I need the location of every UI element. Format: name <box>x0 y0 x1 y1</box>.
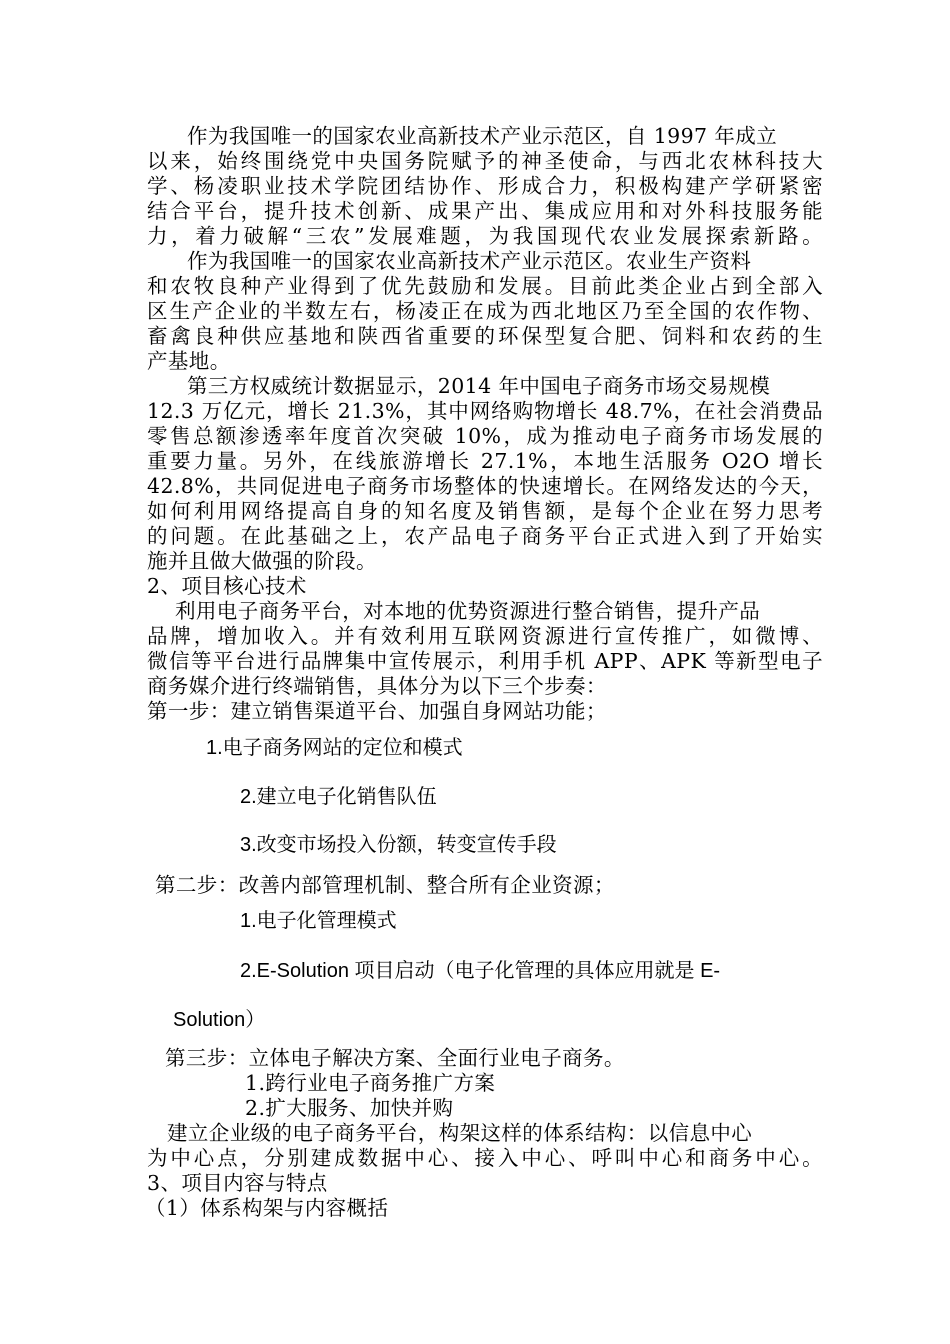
para2-line5: 产基地。 <box>147 349 231 373</box>
para2-line2: 和农牧良种产业得到了优先鼓励和发展。目前此类企业占到全部入 <box>147 274 823 298</box>
para1-line2: 以来，始终围绕党中央国务院赋予的神圣使命，与西北农林科技大 <box>147 149 823 173</box>
step2-item2-cont: Solution） <box>173 1009 266 1031</box>
section-heading-2: 2、项目核心技术 <box>147 574 307 598</box>
para3-line5: 42.8%，共同促进电子商务市场整体的快速增长。在网络发达的今天， <box>147 474 823 498</box>
step3-item1: 1.跨行业电子商务推广方案 <box>245 1071 496 1095</box>
section-heading-3: 3、项目内容与特点 <box>147 1171 328 1195</box>
para4-line4: 商务媒介进行终端销售，具体分为以下三个步奏： <box>147 674 607 698</box>
para5-line1: 建立企业级的电子商务平台，构架这样的体系结构：以信息中心 <box>167 1121 753 1145</box>
step3-heading: 第三步：立体电子解决方案、全面行业电子商务。 <box>165 1046 625 1070</box>
para3-line6: 如何利用网络提高自身的知名度及销售额，是每个企业在努力思考 <box>147 499 823 523</box>
step2-item2: 2.E-Solution 项目启动（电子化管理的具体应用就是 E- <box>240 960 721 982</box>
para3-line7: 的问题。在此基础之上，农产品电子商务平台正式进入到了开始实 <box>147 524 823 548</box>
para3-line8: 施并且做大做强的阶段。 <box>147 549 377 573</box>
para4-line2: 品牌，增加收入。并有效利用互联网资源进行宣传推广，如微博、 <box>147 624 823 648</box>
para3-line3: 零售总额渗透率年度首次突破 10%，成为推动电子商务市场发展的 <box>147 424 823 448</box>
para1-line5: 力，着力破解“三农”发展难题，为我国现代农业发展探索新路。 <box>147 224 823 248</box>
step1-heading: 第一步：建立销售渠道平台、加强自身网站功能； <box>147 699 607 723</box>
subsection-heading-1: （1）体系构架与内容概括 <box>145 1196 389 1220</box>
para2-line4: 畜禽良种供应基地和陕西省重要的环保型复合肥、饲料和农药的生 <box>147 324 823 348</box>
para4-line1: 利用电子商务平台，对本地的优势资源进行整合销售，提升产品 <box>175 599 761 623</box>
step2-heading: 第二步：改善内部管理机制、整合所有企业资源； <box>155 873 615 897</box>
para4-line3: 微信等平台进行品牌集中宣传展示，利用手机 APP、APK 等新型电子 <box>147 649 823 673</box>
para3-line2: 12.3 万亿元，增长 21.3%，其中网络购物增长 48.7%，在社会消费品 <box>147 399 823 423</box>
para3-line1: 第三方权威统计数据显示，2014 年中国电子商务市场交易规模 <box>187 374 771 398</box>
para1-line4: 结合平台，提升技术创新、成果产出、集成应用和对外科技服务能 <box>147 199 823 223</box>
para2-line3: 区生产企业的半数左右，杨凌正在成为西北地区乃至全国的农作物、 <box>147 299 823 323</box>
para5-line2: 为中心点，分别建成数据中心、接入中心、呼叫中心和商务中心。 <box>147 1146 823 1170</box>
para3-line4: 重要力量。另外，在线旅游增长 27.1%，本地生活服务 O2O 增长 <box>147 449 823 473</box>
para2-line1: 作为我国唯一的国家农业高新技术产业示范区。农业生产资料 <box>187 249 752 273</box>
para1-line1: 作为我国唯一的国家农业高新技术产业示范区，自 1997 年成立 <box>187 124 778 148</box>
step1-item1: 1.电子商务网站的定位和模式 <box>206 737 463 759</box>
step3-item2: 2.扩大服务、加快并购 <box>245 1096 454 1120</box>
step2-item1: 1.电子化管理模式 <box>240 910 397 932</box>
step1-item3: 3.改变市场投入份额，转变宣传手段 <box>240 834 557 856</box>
para1-line3: 学、杨凌职业技术学院团结协作、形成合力，积极构建产学研紧密 <box>147 174 823 198</box>
step1-item2: 2.建立电子化销售队伍 <box>240 786 437 808</box>
